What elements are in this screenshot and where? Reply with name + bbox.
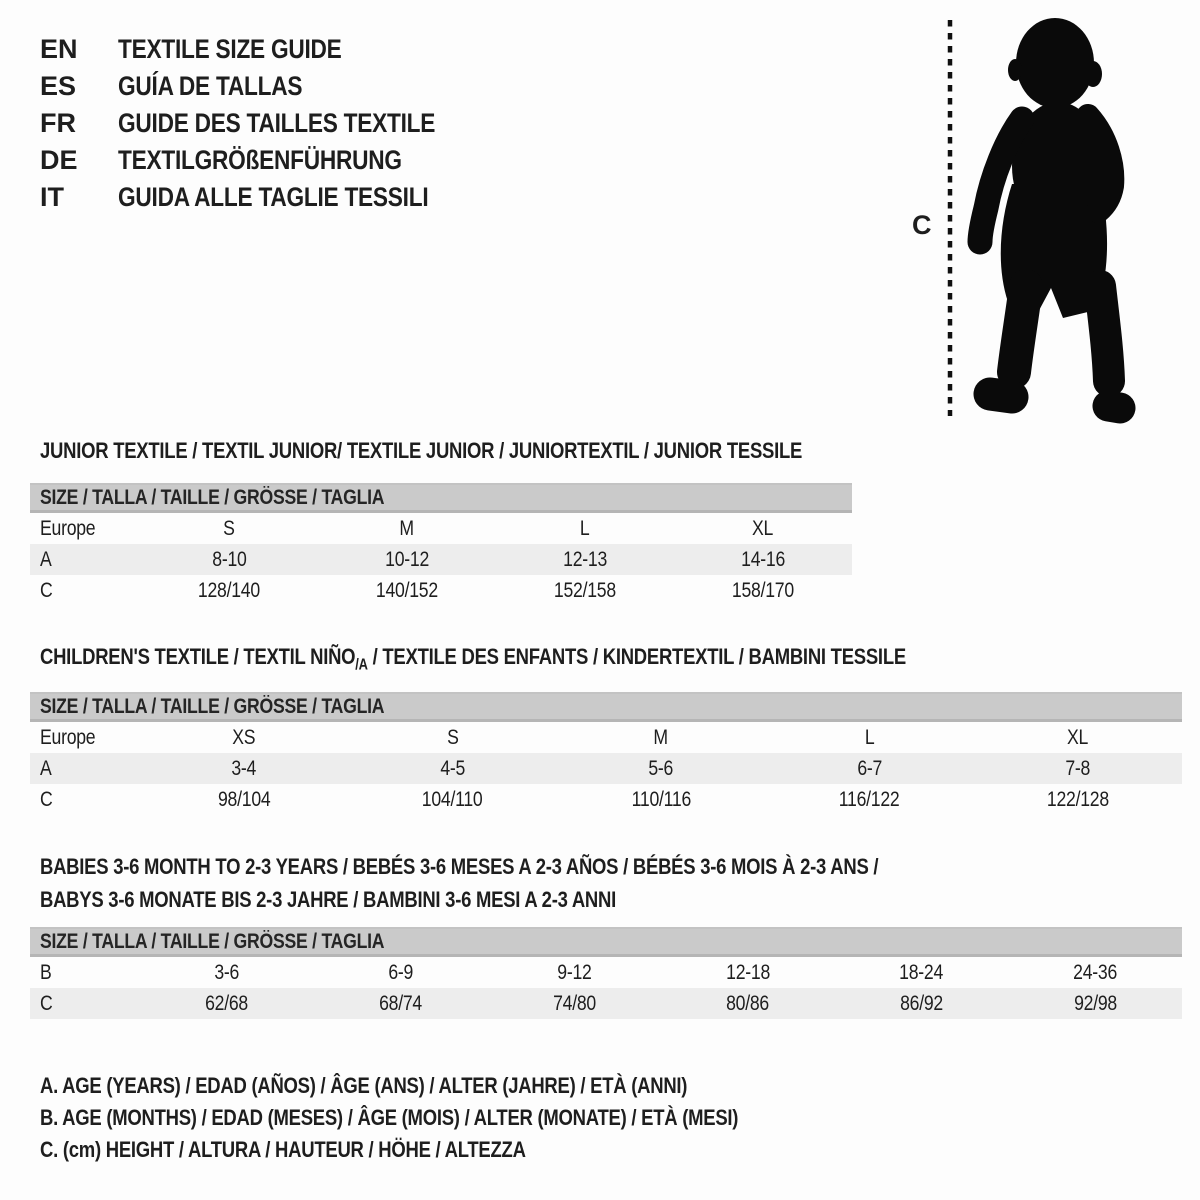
guide-title: TEXTILGRÖßENFÜHRUNG: [118, 145, 402, 175]
title-row-de: [40, 142, 496, 179]
language-code: FR: [40, 108, 76, 138]
measurement-legend: [40, 1070, 871, 1166]
cell-value: 86/92: [900, 991, 943, 1015]
row-label: C: [40, 787, 53, 811]
nino-a-subscript: /A: [355, 656, 368, 674]
guide-title: GUÍA DE TALLAS: [118, 71, 303, 101]
junior-textile-section: [30, 434, 852, 602]
language-code: IT: [40, 182, 64, 212]
children-textile-section: [30, 640, 1182, 811]
cell-value: 10-12: [385, 547, 429, 571]
cell-value: 74/80: [552, 991, 596, 1015]
babies-size-table: [30, 957, 1182, 1019]
babies-section-title: [30, 850, 1182, 916]
guide-title: GUIDE DES TAILLES TEXTILE: [118, 108, 436, 138]
cell-value: 110/116: [631, 787, 691, 811]
cell-value: 158/170: [731, 578, 795, 602]
cell-value: XS: [232, 725, 256, 749]
table-row: [30, 753, 1182, 784]
row-label: C: [40, 578, 53, 602]
cell-value: M: [653, 725, 669, 749]
legend-line-c: C. (cm) HEIGHT / ALTURA / HAUTEUR / HÖHE / ALTEZZA: [40, 1137, 526, 1162]
size-header-bar: [30, 483, 852, 513]
language-code: EN: [40, 34, 78, 64]
size-header-bar: [30, 927, 1182, 957]
cell-value: 98/104: [217, 787, 271, 811]
cell-value: 92/98: [1073, 991, 1117, 1015]
table-row: [30, 957, 1182, 988]
height-measure-dotted-line: [946, 16, 954, 420]
cell-value: 9-12: [557, 960, 592, 984]
cell-value: 14-16: [741, 547, 785, 571]
table-row: [30, 513, 852, 544]
cell-value: 122/128: [1046, 787, 1109, 811]
cell-value: XL: [752, 516, 774, 540]
cell-value: 128/140: [197, 578, 261, 602]
row-label: A: [40, 547, 52, 571]
cell-value: 140/152: [375, 578, 439, 602]
table-row: [30, 988, 1182, 1019]
row-label: Europe: [40, 516, 96, 540]
cell-value: 3-6: [214, 960, 240, 984]
table-row: [30, 544, 852, 575]
babies-title-line1: BABIES 3-6 MONTH TO 2-3 YEARS / BEBÉS 3-6 MESES A 2-3 AÑOS / BÉBÉS 3-6 MOIS À 2-3 ANS /: [40, 854, 879, 879]
table-row: [30, 575, 852, 606]
cell-value: S: [223, 516, 235, 540]
cell-value: 12-18: [725, 960, 770, 984]
title-row-it: [40, 179, 496, 216]
babies-textile-section: [30, 850, 1182, 1015]
cell-value: 116/122: [839, 787, 900, 811]
cell-value: L: [580, 516, 590, 540]
cell-value: 18-24: [899, 960, 944, 984]
row-label: B: [40, 960, 52, 984]
cell-value: XL: [1067, 725, 1089, 749]
cell-value: 152/158: [553, 578, 617, 602]
row-label: C: [40, 991, 53, 1015]
cell-value: 7-8: [1065, 756, 1091, 780]
cell-value: M: [399, 516, 415, 540]
height-label: C: [912, 210, 932, 240]
language-code: ES: [40, 71, 77, 101]
size-header-label: SIZE / TALLA / TAILLE / GRÖSSE / TAGLIA: [40, 694, 385, 718]
cell-value: 3-4: [231, 756, 257, 780]
cell-value: 4-5: [440, 756, 465, 780]
cell-value: 6-7: [857, 756, 882, 780]
size-header-bar: [30, 692, 1182, 722]
children-section-title: CHILDREN'S TEXTILE / TEXTIL $NIÑO_{/A}$ / TEXTILE DES ENFANTS / KINDERTEXTIL / BAMBINI TESSILE: [40, 644, 906, 674]
cell-value: 24-36: [1073, 960, 1118, 984]
cell-value: 5-6: [648, 756, 674, 780]
language-code: DE: [40, 145, 78, 175]
legend-line-a: A. AGE (YEARS) / EDAD (AÑOS) / ÂGE (ANS) / ALTER (JAHRE) / ETÀ (ANNI): [40, 1073, 688, 1098]
cell-value: 68/74: [379, 991, 422, 1015]
cell-value: L: [864, 725, 875, 749]
toddler-silhouette-icon: [962, 16, 1140, 424]
guide-title: GUIDA ALLE TAGLIE TESSILI: [118, 182, 429, 212]
babies-title-line2: BABYS 3-6 MONATE BIS 2-3 JAHRE / BAMBINI 3-6 MESI A 2-3 ANNI: [40, 887, 616, 912]
children-size-table: [30, 722, 1182, 815]
size-header-label: SIZE / TALLA / TAILLE / GRÖSSE / TAGLIA: [40, 485, 385, 509]
cell-value: 6-9: [388, 960, 413, 984]
table-row: [30, 784, 1182, 815]
cell-value: 80/86: [726, 991, 770, 1015]
guide-title: TEXTILE SIZE GUIDE: [118, 34, 342, 64]
language-title-block: [40, 31, 496, 216]
title-row-en: [40, 31, 496, 68]
cell-value: 104/110: [422, 787, 483, 811]
junior-size-table: [30, 513, 852, 606]
cell-value: 62/68: [205, 991, 249, 1015]
size-header-label: SIZE / TALLA / TAILLE / GRÖSSE / TAGLIA: [40, 929, 385, 953]
table-row: [30, 722, 1182, 753]
cell-value: S: [446, 725, 459, 749]
row-label: A: [40, 756, 52, 780]
cell-value: 8-10: [211, 547, 247, 571]
cell-value: 12-13: [563, 547, 607, 571]
legend-line-b: B. AGE (MONTHS) / EDAD (MESES) / ÂGE (MOIS) / ALTER (MONATE) / ETÀ (MESI): [40, 1105, 739, 1130]
row-label: Europe: [40, 725, 96, 749]
title-row-es: [40, 68, 496, 105]
junior-section-title: JUNIOR TEXTILE / TEXTIL JUNIOR/ TEXTILE JUNIOR / JUNIORTEXTIL / JUNIOR TESSILE: [40, 438, 803, 463]
title-row-fr: [40, 105, 496, 142]
